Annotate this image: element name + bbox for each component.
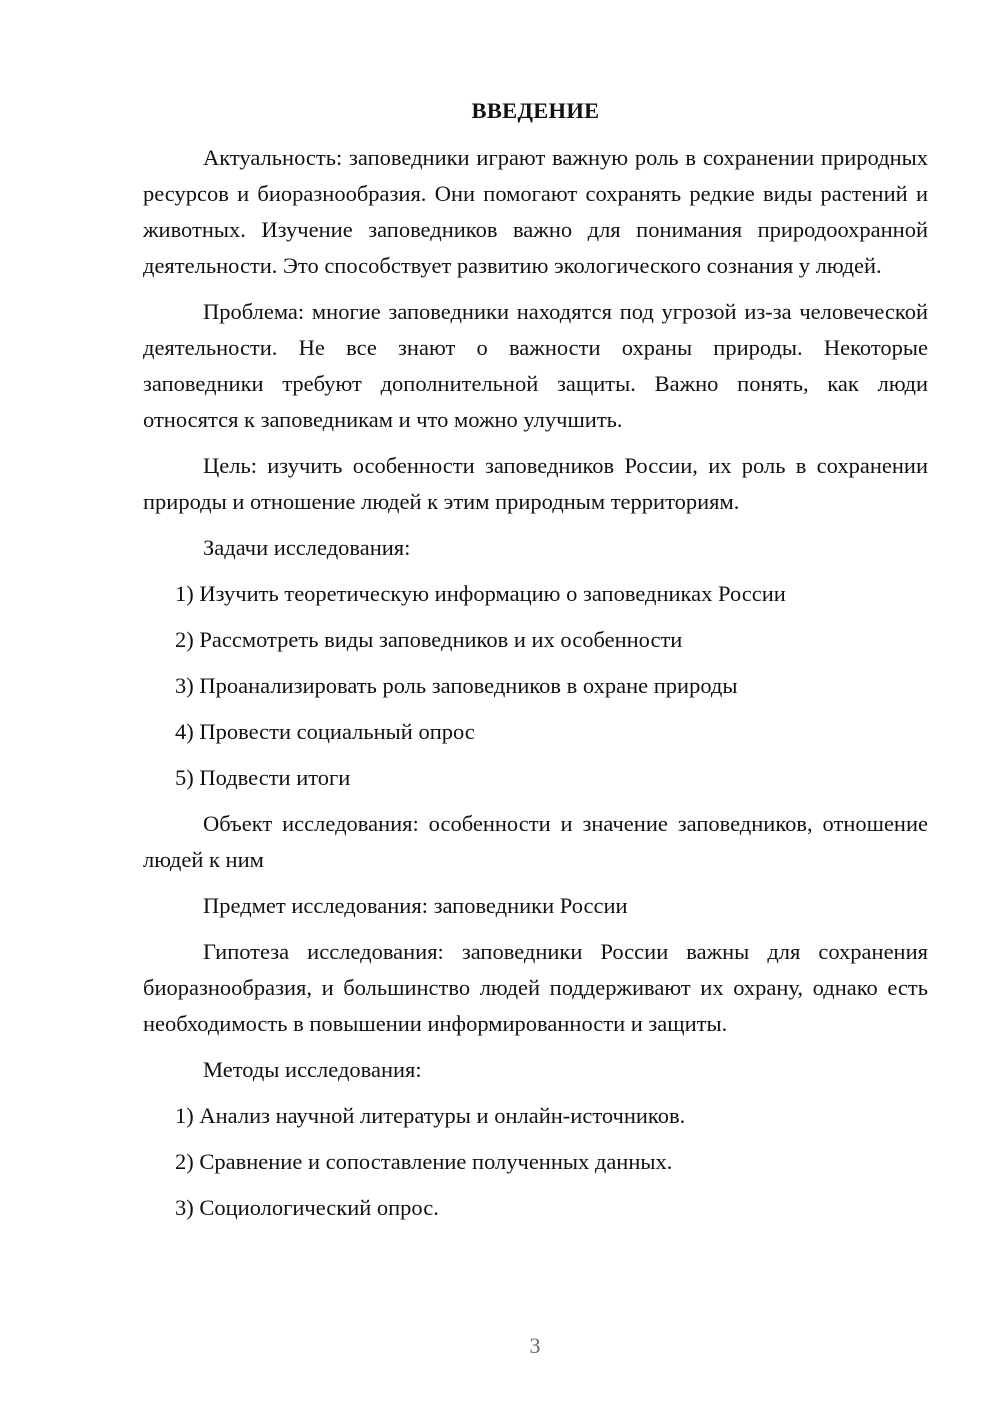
page-number: 3	[529, 1333, 541, 1358]
list-item-task-5: 5) Подвести итоги	[175, 765, 351, 790]
subject-paragraph: Предмет исследования: заповедники России	[203, 893, 628, 918]
actuality-paragraph: Актуальность: заповедники играют важную роль в сохранении природных ресурсов и биоразнообразия. Они помогают сохранять редкие виды растений и животных. Изучение заповедников важно для понимания природоохранной деятельности. Это способствует развитию экологического сознания у людей.	[143, 145, 928, 278]
list-item-task-1: 1) Изучить теоретическую информацию о заповедниках России	[175, 581, 786, 606]
page-content	[143, 96, 928, 1236]
tasks-heading: Задачи исследования:	[203, 535, 411, 560]
list-item-task-2: 2) Рассмотреть виды заповедников и их особенности	[175, 627, 683, 652]
list-item-method-1: 1) Анализ научной литературы и онлайн-источников.	[175, 1103, 686, 1128]
goal-paragraph: Цель: изучить особенности заповедников России, их роль в сохранении природы и отношение людей к этим природным территориям.	[143, 453, 928, 514]
methods-list	[143, 1098, 928, 1226]
object-paragraph: Объект исследования: особенности и значение заповедников, отношение людей к ним	[143, 811, 928, 872]
methods-heading: Методы исследования:	[203, 1057, 422, 1082]
list-item-task-4: 4) Провести социальный опрос	[175, 719, 475, 744]
list-item-task-3: 3) Проанализировать роль заповедников в охране природы	[175, 673, 738, 698]
problem-paragraph: Проблема: многие заповедники находятся под угрозой из-за человеческой деятельности. Не все знают о важности охраны природы. Некоторые заповедники требуют дополнительной защиты. Важно понять, как люди относятся к заповедникам и что можно улучшить.	[143, 299, 928, 432]
list-item-method-3: 3) Социологический опрос.	[175, 1195, 439, 1220]
tasks-list	[143, 576, 928, 796]
list-item-method-2: 2) Сравнение и сопоставление полученных данных.	[175, 1149, 673, 1174]
hypothesis-paragraph: Гипотеза исследования: заповедники России важны для сохранения биоразнообразия, и большинство людей поддерживают их охрану, однако есть необходимость в повышении информированности и защиты.	[143, 939, 928, 1036]
page-title: ВВЕДЕНИЕ	[471, 98, 600, 123]
